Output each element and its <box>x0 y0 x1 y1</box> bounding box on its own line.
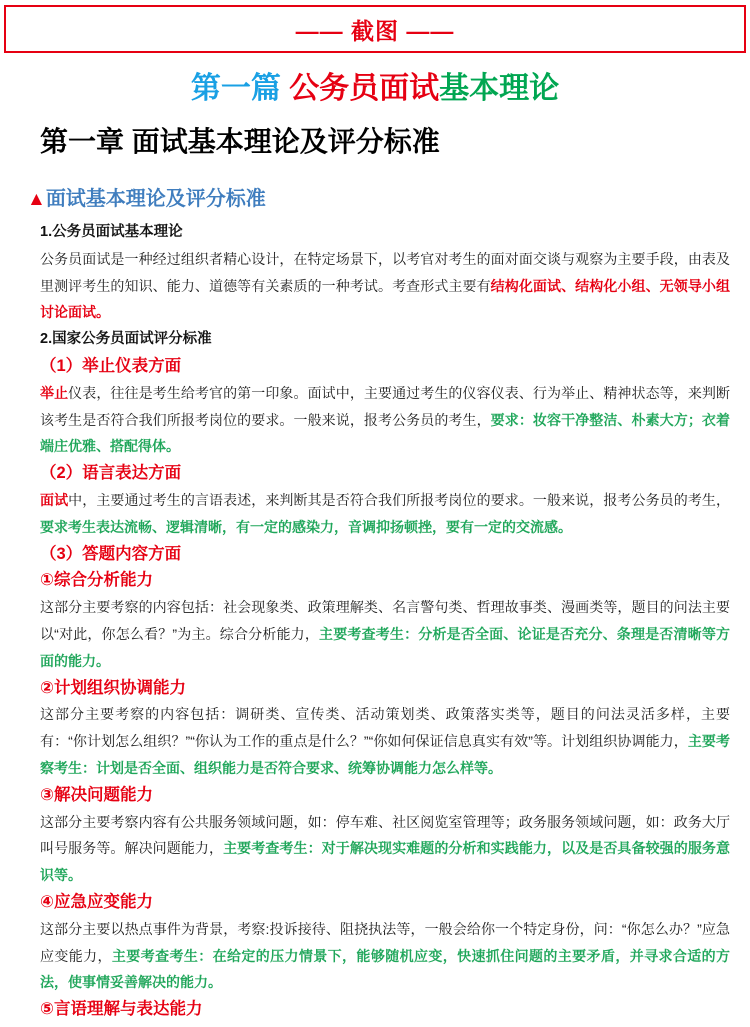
text-segment: 这部分主要考察的内容包括：调研类、宣传类、活动策划类、政策落实类等，题目的问法灵活多样，主要有：“你计划怎么组织？”“你认为工作的重点是什么？”“你如何保证信息真实有效”等。计划组织协调能力， <box>40 706 730 750</box>
text-segment: 这部分主要考察内容有公共服务领域问题，如：停车难、社区阅览室管理等；政务服务领域问题，如：政务大厅叫号服务等。解决问题能力， <box>40 813 730 857</box>
text-segment: （2）语言表达方面 <box>40 464 182 483</box>
text-segment: 主要考察考生：计划是否全面、组织能力是否符合要求、统筹协调能力怎么样等。 <box>40 733 730 776</box>
text-segment: ①综合分析能力 <box>40 571 153 590</box>
para-emergency-response <box>40 916 730 996</box>
para-manner-appearance <box>40 380 730 460</box>
text-segment: 主要考查考生：在给定的压力情景下，能够随机应变，快速抓住问题的主要矛盾，并寻求合适的方法，使事情妥善解决的能力。 <box>40 947 731 991</box>
triangle-marker-icon: ▲ <box>27 189 46 210</box>
text-segment: 基本理论 <box>439 72 560 105</box>
para-interview-definition <box>40 246 730 326</box>
subheading-verbal-comprehension <box>40 996 730 1023</box>
page-title <box>0 68 750 110</box>
text-segment: 举止 <box>40 384 69 401</box>
section-marker-label: 面试基本理论及评分标准 <box>45 188 266 210</box>
text-segment: 主要考查考生：对于解决现实难题的分析和实践能力，以及是否具备较强的服务意识等。 <box>40 840 731 884</box>
text-segment: 主要考查考生：分析是否全面、论证是否充分、条理是否清晰等方面的能力。 <box>40 625 731 669</box>
para-language-expression <box>40 487 730 541</box>
subheading-manner-appearance <box>40 353 730 380</box>
text-segment: ④应急应变能力 <box>40 892 153 911</box>
document-body <box>40 219 730 1023</box>
chapter-title: 第一章 面试基本理论及评分标准 <box>40 126 440 157</box>
text-segment: ⑤言语理解与表达能力 <box>40 1000 203 1019</box>
text-segment: ③解决问题能力 <box>40 785 153 804</box>
text-segment: 中，主要通过考生的言语表述，来判断其是否符合我们所报考岗位的要求。一般来说，报考公务员的考生， <box>68 491 731 508</box>
heading-scoring-standard <box>40 326 730 353</box>
text-segment: 这部分主要以热点事件为背景，考察:投诉接待、阻挠执法等，一般会给你一个特定身份，问：“你怎么办？”应急应变能力， <box>40 920 730 964</box>
text-segment: 要求：妆容干净整洁、朴素大方；衣着端庄优雅、搭配得体。 <box>40 411 731 455</box>
text-segment: 面试 <box>40 491 69 508</box>
subheading-answer-content <box>40 541 730 568</box>
heading-interview-basic-theory <box>40 219 730 246</box>
text-segment: 公务员面试是一种经过组织者精心设计，在特定场景下，以考官对考生的面对面交谈与观察为主要手段，由表及里测评考生的知识、能力、道德等有关素质的一种考试。考查形式主要有 <box>40 250 730 294</box>
text-segment: （3）答题内容方面 <box>40 544 182 563</box>
text-segment: 2.国家公务员面试评分标准 <box>40 331 212 348</box>
text-segment: 公务员面试 <box>289 72 440 105</box>
subheading-comprehensive-analysis <box>40 567 730 594</box>
subheading-problem-solving <box>40 782 730 809</box>
subheading-language-expression <box>40 460 730 487</box>
text-segment: 仪表，往往是考生给考官的第一印象。面试中，主要通过考生的仪容仪表、行为举止、精神状态等，来判断该考生是否符合我们所报考岗位的要求。一般来说，报考公务员的考生， <box>40 384 731 428</box>
text-segment: 结构化面试、结构化小组、无领导小组讨论面试。 <box>40 277 731 321</box>
section-marker <box>27 186 266 213</box>
text-segment: 第一篇 <box>190 72 290 105</box>
text-segment: 要求考生表达流畅、逻辑清晰，有一定的感染力，音调抑扬顿挫，要有一定的交流感。 <box>40 518 572 535</box>
banner-label: —— 截图 —— <box>295 17 455 44</box>
text-segment: ②计划组织协调能力 <box>40 678 186 697</box>
text-segment: （1）举止仪表方面 <box>40 356 182 375</box>
subheading-plan-organize <box>40 675 730 702</box>
para-problem-solving <box>40 809 730 889</box>
screenshot-banner <box>4 5 746 53</box>
para-comprehensive-analysis <box>40 594 730 674</box>
text-segment: 1.公务员面试基本理论 <box>40 224 183 240</box>
text-segment: 这部分主要考察的内容包括：社会现象类、政策理解类、名言警句类、哲理故事类、漫画类等，题目的问法主要以“对此，你怎么看？”为主。综合分析能力， <box>40 599 730 642</box>
subheading-emergency-response <box>40 889 730 916</box>
para-plan-organize <box>40 701 730 781</box>
